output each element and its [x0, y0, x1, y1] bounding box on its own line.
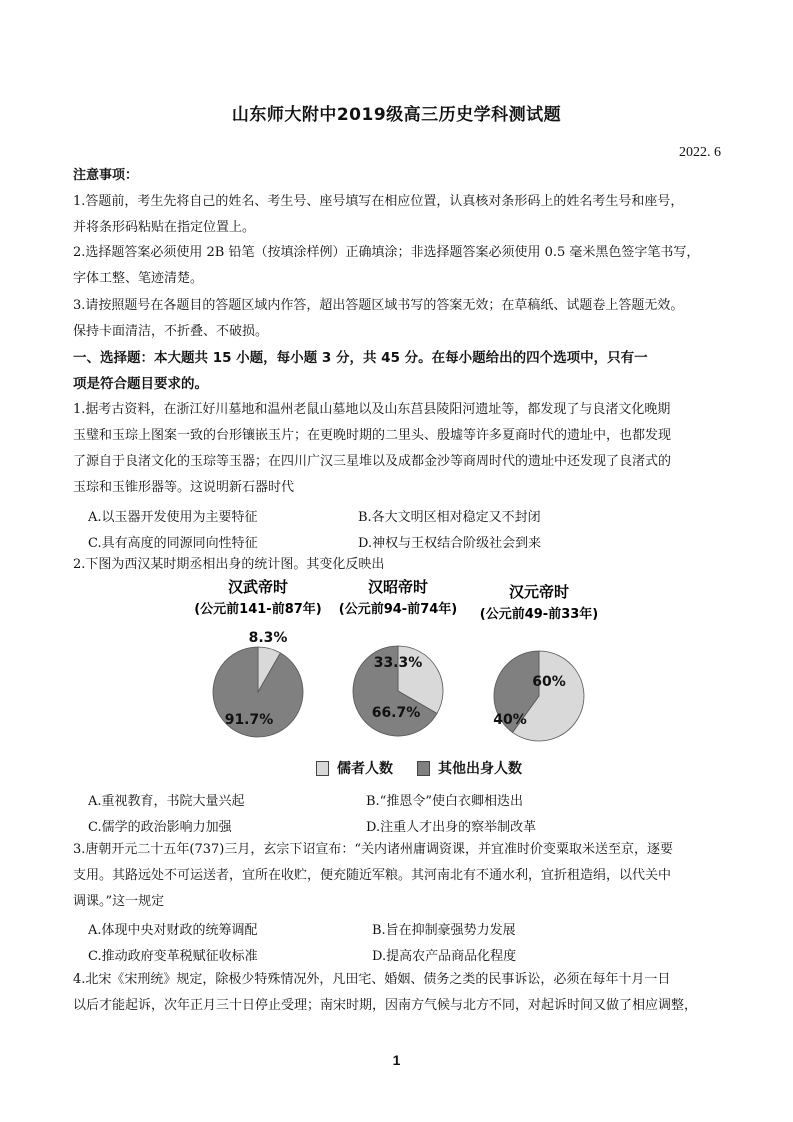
pie-title: 汉昭帝时 — [367, 578, 429, 596]
section-heading: 项是符合题目要求的。 — [73, 376, 208, 392]
pie-slice-label: 66.7% — [371, 705, 421, 721]
chart-legend — [316, 757, 522, 779]
pie-chart-2 — [339, 578, 457, 736]
pie-chart-figure — [180, 575, 620, 785]
legend-swatch-other — [417, 761, 430, 776]
legend-swatch-ru — [316, 761, 329, 776]
question-4-text: 4.北宋《宋刑统》规定，除极少特殊情况外，凡田宅、婚姻、债务之类的民事诉讼，必须在每年十月一日 — [73, 972, 671, 987]
pie-slice-label: 60% — [532, 674, 566, 690]
q2-option-b[interactable]: B.“推恩令”使白衣卿相迭出 — [366, 794, 523, 809]
q3-option-c[interactable]: C.推动政府变革税赋征收标准 — [88, 949, 258, 964]
q1-option-a[interactable]: A.以玉器开发使用为主要特征 — [88, 510, 258, 525]
question-1-text: 1.据考古资料，在浙江好川墓地和温州老鼠山墓地以及山东莒县陵阳河遗址等，都发现了与良渚文化晚期 — [73, 402, 671, 417]
exam-date: 2022. 6 — [679, 145, 721, 160]
question-1-text: 玉琮和玉锥形器等。这说明新石器时代 — [73, 480, 295, 495]
q3-option-d[interactable]: D.提高农产品商品化程度 — [372, 949, 517, 964]
q2-option-c[interactable]: C.儒学的政治影响力加强 — [88, 820, 232, 835]
pie-slice-label: 40% — [493, 712, 527, 728]
q1-option-b[interactable]: B.各大文明区相对稳定又不封闭 — [358, 510, 541, 525]
q3-option-a[interactable]: A.体现中央对财政的统筹调配 — [88, 923, 258, 938]
legend-label-ru: 儒者人数 — [337, 761, 393, 777]
notice-line: 2.选择题答案必须使用 2B 铅笔（按填涂样例）正确填涂；非选择题答案必须使用 0.5 毫米黑色签字笔书写， — [73, 245, 700, 260]
notice-line: 3.请按照题号在各题目的答题区域内作答，超出答题区域书写的答案无效；在草稿纸、试题卷上答题无效。 — [73, 298, 684, 313]
question-1-text: 了源自于良渚文化的玉琮等玉器；在四川广汉三星堆以及成都金沙等商周时代的遗址中还发现了良渚式的 — [73, 454, 672, 469]
pie-chart-3 — [480, 583, 598, 741]
q2-option-d[interactable]: D.注重人才出身的察举制改革 — [366, 820, 537, 835]
question-3-text: 3.唐朝开元二十五年(737)三月，玄宗下诏宣布：“关内诸州庸调资课，并宜准时价变粟取米送至京，逐要 — [73, 842, 674, 857]
page-title: 山东师大附中2019级高三历史学科测试题 — [231, 105, 562, 125]
notice-heading: 注意事项： — [73, 168, 139, 183]
pie-slice-label: 91.7% — [224, 712, 274, 728]
question-3-text: 支用。其路远处不可运送者，宜所在收贮，便充随近军粮。其河南北有不通水利，宜折租造绢，以代关中 — [73, 868, 672, 883]
pie-subtitle: (公元前94-前74年) — [338, 602, 458, 617]
q1-option-d[interactable]: D.神权与王权结合阶级社会到来 — [358, 536, 542, 551]
question-1-text: 玉璧和玉琮上图案一致的台形镶嵌玉片；在更晚时期的二里头、殷墟等许多夏商时代的遗址中，也都发现 — [73, 428, 672, 443]
pie-subtitle: (公元前141-前87年) — [194, 602, 322, 617]
question-4-text: 以后才能起诉，次年正月三十日停止受理；南宋时期，因南方气候与北方不同，对起诉时间又做了相应调整， — [73, 998, 698, 1013]
question-3-text: 调课。”这一规定 — [73, 894, 165, 909]
pie-title: 汉元帝时 — [508, 583, 570, 601]
pie-chart-1 — [194, 578, 322, 737]
q1-option-c[interactable]: C.具有高度的同源同向性特征 — [88, 536, 258, 551]
pie-slice-label: 8.3% — [248, 630, 288, 646]
pie-slice-label: 33.3% — [373, 655, 423, 671]
page-number: 1 — [392, 1052, 401, 1068]
notice-line: 保持卡面清洁，不折叠、不破损。 — [73, 324, 269, 339]
section-heading: 一、选择题：本大题共 15 小题，每小题 3 分，共 45 分。在每小题给出的四个选项中，只有一 — [73, 350, 648, 366]
notice-line: 并将条形码粘贴在指定位置上。 — [73, 220, 256, 235]
pie-subtitle: (公元前49-前33年) — [479, 607, 599, 622]
q2-option-a[interactable]: A.重视教育，书院大量兴起 — [88, 794, 245, 809]
question-2-text: 2.下图为西汉某时期丞相出身的统计图。其变化反映出 — [73, 557, 385, 572]
legend-label-other: 其他出身人数 — [438, 761, 522, 777]
notice-line: 1.答题前，考生先将自己的姓名、考生号、座号填写在相应位置，认真核对条形码上的姓名考生号和座号， — [73, 194, 684, 209]
pie-title: 汉武帝时 — [227, 578, 289, 596]
notice-line: 字体工整、笔迹清楚。 — [73, 271, 204, 286]
q3-option-b[interactable]: B.旨在抑制豪强势力发展 — [372, 923, 516, 938]
